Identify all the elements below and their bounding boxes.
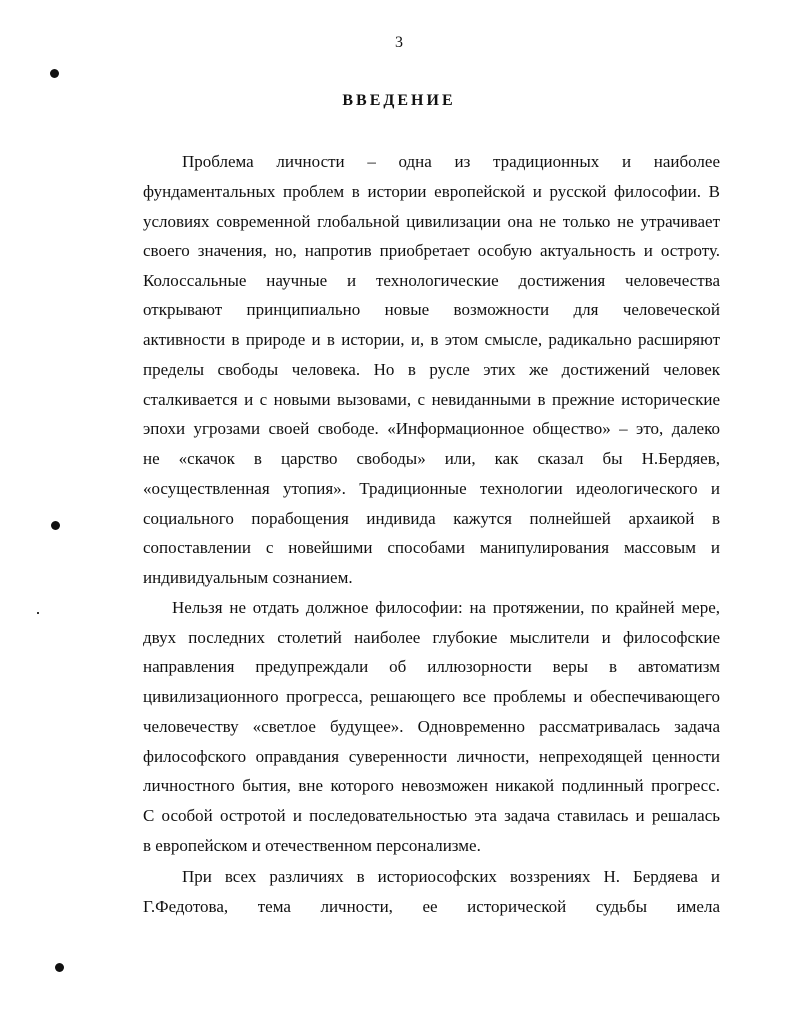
text-line: условиях современной глобальной цивилизации она не только не утрачивает	[143, 212, 720, 231]
text-line: «осуществленная утопия». Традиционные технологии идеологического и	[143, 479, 720, 498]
text-line: открывают принципиально новые возможности для человеческой	[143, 300, 720, 319]
punch-hole-mark	[50, 69, 59, 78]
page-heading: ВВЕДЕНИЕ	[342, 92, 456, 109]
text-line: направления предупреждали об иллюзорности веры в автоматизм	[143, 657, 720, 676]
punch-hole-mark	[55, 963, 64, 972]
text-line: социального порабощения индивида кажутся полнейшей архаикой в	[143, 509, 720, 528]
text-line: пределы свободы человека. Но в русле этих же достижений человек	[143, 360, 720, 379]
text-line: индивидуальным сознанием.	[143, 568, 353, 587]
text-line: не «скачок в царство свободы» или, как сказал бы Н.Бердяев,	[143, 449, 720, 468]
punch-hole-mark	[51, 521, 60, 530]
text-line: Г.Федотова, тема личности, ее исторической судьбы имела	[143, 897, 720, 916]
text-line: двух последних столетий наиболее глубокие мыслители и философские	[143, 628, 720, 647]
text-line: философского оправдания суверенности личности, непреходящей ценности	[143, 747, 720, 766]
text-line: Нельзя не отдать должное философии: на протяжении, по крайней мере,	[172, 598, 720, 617]
text-line: человечеству «светлое будущее». Одновременно рассматривалась задача	[143, 717, 720, 736]
text-line: Колоссальные научные и технологические достижения человечества	[143, 271, 720, 290]
text-line: активности в природе и в истории, и, в этом смысле, радикально расширяют	[143, 330, 720, 349]
text-line: цивилизационного прогресса, решающего все проблемы и обеспечивающего	[143, 687, 720, 706]
text-line: личностного бытия, вне которого невозможен никакой подлинный прогресс.	[143, 776, 720, 795]
text-line: сталкивается и с новыми вызовами, с невиданными в прежние исторические	[143, 390, 720, 409]
text-line: С особой остротой и последовательностью эта задача ставилась и решалась	[143, 806, 720, 825]
text-line: фундаментальных проблем в истории европейской и русской философии. В	[143, 182, 720, 201]
text-line: в европейском и отечественном персонализме.	[143, 836, 481, 855]
text-line: сопоставлении с новейшими способами манипулирования массовым и	[143, 538, 720, 557]
scan-speck	[37, 612, 39, 614]
text-line: При всех различиях в историософских воззрениях Н. Бердяева и	[182, 867, 720, 886]
text-line: своего значения, но, напротив приобретает особую актуальность и остроту.	[143, 241, 720, 260]
text-line: Проблема личности – одна из традиционных и наиболее	[182, 152, 720, 171]
text-line: эпохи угрозами своей свободе. «Информационное общество» – это, далеко	[143, 419, 720, 438]
page-number: 3	[395, 34, 403, 51]
